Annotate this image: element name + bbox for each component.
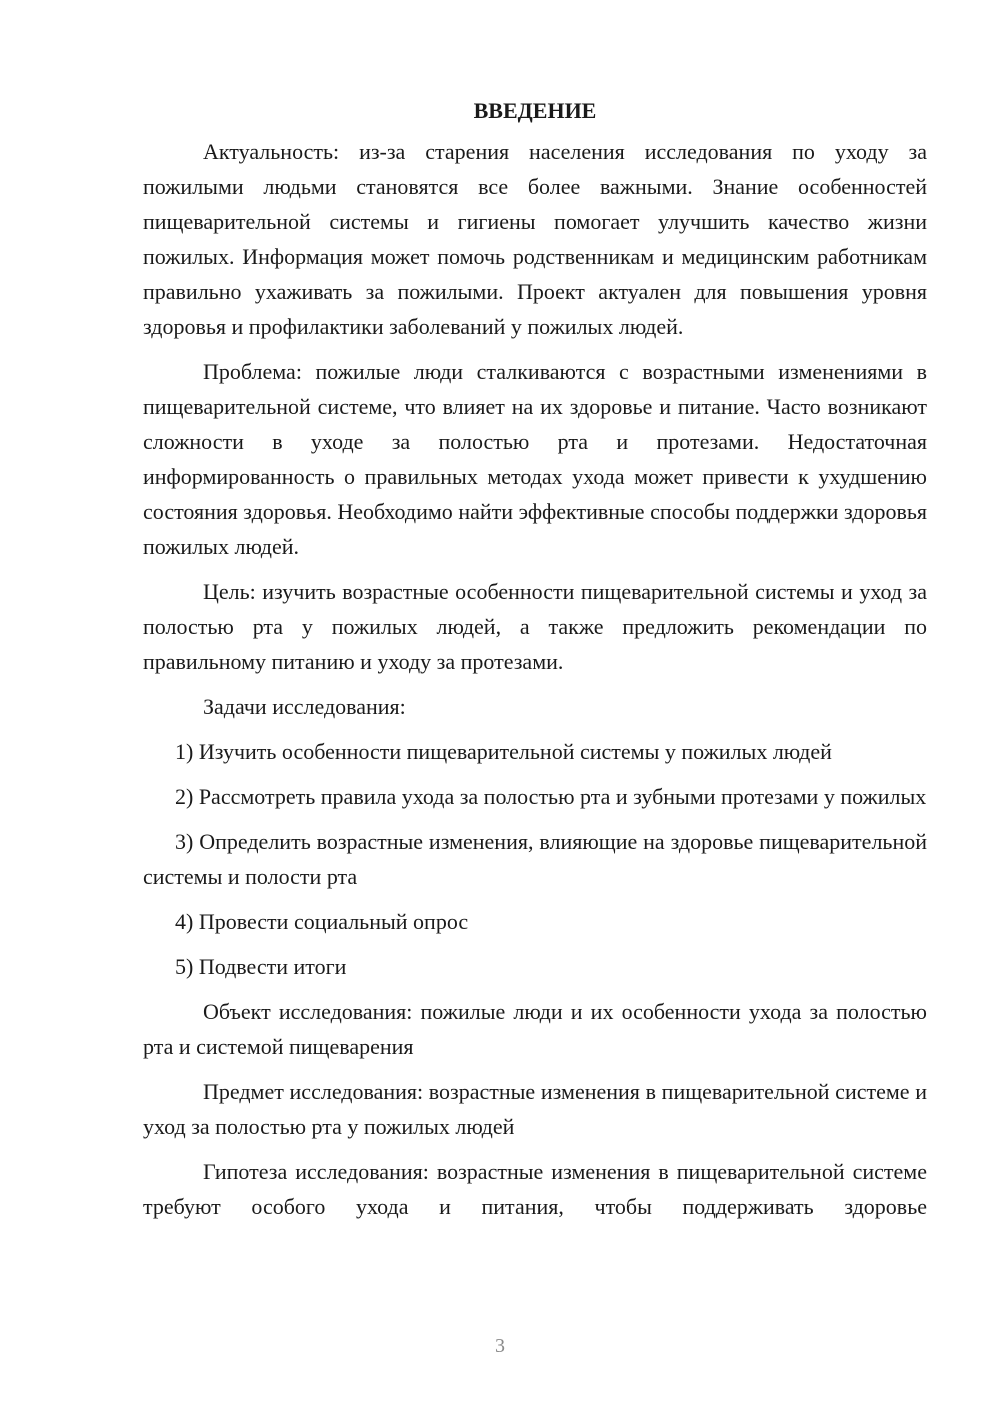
task-item-4: 4) Провести социальный опрос: [175, 909, 469, 934]
section-title: ВВЕДЕНИЕ: [473, 98, 597, 123]
paragraph-goal: Цель: изучить возрастные особенности пищеварительной системы и уход за полостью рта у пожилых людей, а также предложить рекомендации по правильному питанию и уходу за протезами.: [143, 579, 927, 674]
paragraph-tasks-heading: Задачи исследования:: [203, 694, 406, 719]
paragraph-problem: Проблема: пожилые люди сталкиваются с возрастными изменениями в пищеварительной системе, что влияет на их здоровье и питание. Часто возникают сложности в уходе за полостью рта и протезами. Недостаточная информированность о правильных методах ухода может привести к ухудшению состояния здоровья. Необходимо найти эффективные способы поддержки здоровья пожилых людей.: [143, 359, 927, 559]
paragraph-object: Объект исследования: пожилые люди и их особенности ухода за полостью рта и системой пищеварения: [143, 999, 927, 1059]
paragraph-hypothesis: Гипотеза исследования: возрастные изменения в пищеварительной системе требуют особого ухода и питания, чтобы поддерживать здоровье: [143, 1159, 927, 1219]
paragraph-subject: Предмет исследования: возрастные изменения в пищеварительной системе и уход за полостью рта у пожилых людей: [143, 1079, 927, 1139]
paragraph-relevance: Актуальность: из-за старения населения исследования по уходу за пожилыми людьми становятся все более важными. Знание особенностей пищеварительной системы и гигиены помогает улучшить качество жизни пожилых. Информация может помочь родственникам и медицинским работникам правильно ухаживать за пожилыми. Проект актуален для повышения уровня здоровья и профилактики заболеваний у пожилых людей.: [143, 139, 927, 339]
page-content: [143, 98, 927, 1224]
task-item-3: 3) Определить возрастные изменения, влияющие на здоровье пищеварительной системы и полости рта: [143, 829, 927, 889]
task-item-2: 2) Рассмотреть правила ухода за полостью рта и зубными протезами у пожилых: [175, 784, 927, 809]
task-item-1: 1) Изучить особенности пищеварительной системы у пожилых людей: [175, 739, 832, 764]
page-number: 3: [495, 1335, 505, 1357]
task-item-5: 5) Подвести итоги: [175, 954, 347, 979]
